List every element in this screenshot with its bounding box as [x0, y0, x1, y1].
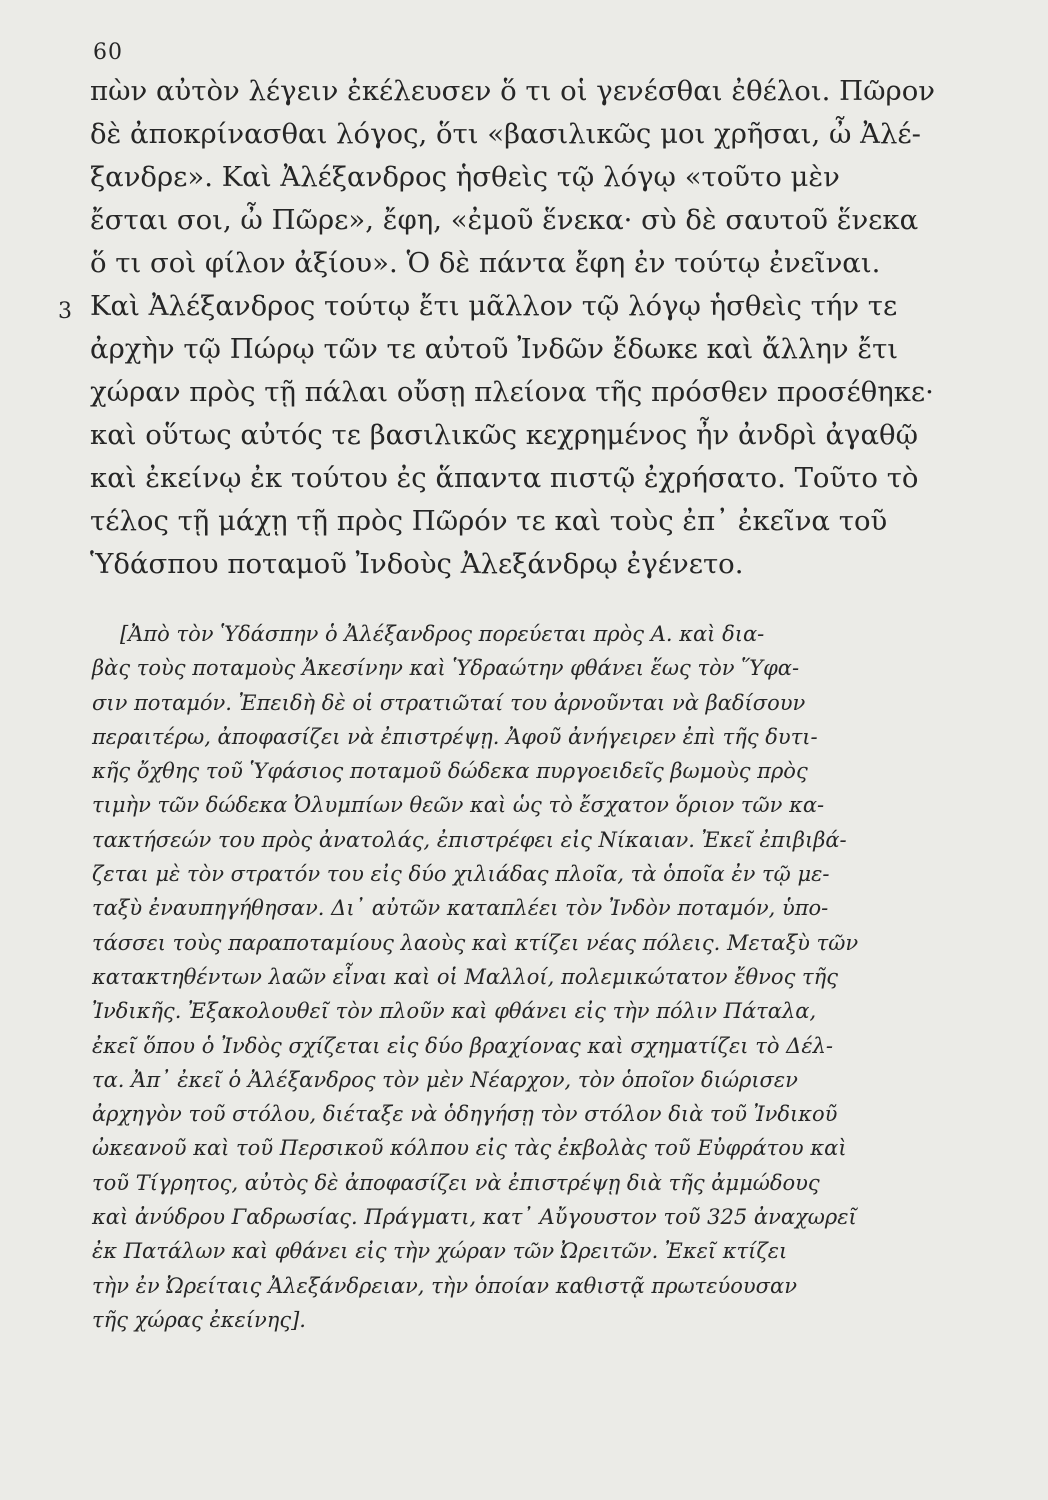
commentary-line: κατακτηθέντων λαῶν εἶναι καὶ οἱ Μαλλοί, πολεμικώτατον ἔθνος τῆς — [92, 964, 838, 989]
main-line: χώραν πρὸς τῇ πάλαι οὔσῃ πλείονα τῆς πρόσθεν προσέθηκε· — [90, 376, 934, 408]
commentary-line: σιν ποταμόν. Ἐπειδὴ δὲ οἱ στρατιῶταί του ἀρνοῦνται νὰ βαδίσουν — [92, 690, 806, 715]
page-number: 60 — [93, 40, 123, 65]
main-line: ὅ τι σοὶ φίλον ἀξίου». Ὁ δὲ πάντα ἔφη ἐν τούτῳ ἐνεῖναι. — [90, 247, 881, 279]
commentary-line: τοῦ Τίγρητος, αὐτὸς δὲ ἀποφασίζει νὰ ἐπιστρέψῃ διὰ τῆς ἀμμώδους — [92, 1170, 820, 1195]
commentary-line: ἐκ Πατάλων καὶ φθάνει εἰς τὴν χώραν τῶν Ὠρειτῶν. Ἐκεῖ κτίζει — [92, 1239, 788, 1264]
commentary-line: τῆς χώρας ἐκείνης]. — [92, 1307, 306, 1332]
commentary-line: τακτήσεών του πρὸς ἀνατολάς, ἐπιστρέφει εἰς Νίκαιαν. Ἐκεῖ ἐπιβιβά- — [92, 827, 847, 852]
main-line: ἀρχὴν τῷ Πώρῳ τῶν τε αὐτοῦ Ἰνδῶν ἔδωκε καὶ ἄλλην ἔτι — [90, 333, 899, 365]
commentary-line: ταξὺ ἐναυπηγήθησαν. Δι᾽ αὐτῶν καταπλέει τὸν Ἰνδὸν ποταμόν, ὑπο- — [92, 896, 829, 921]
main-line: Ὑδάσπου ποταμοῦ Ἰνδοὺς Ἀλεξάνδρῳ ἐγένετο. — [90, 548, 744, 580]
main-line: ἔσται σοι, ὦ Πῶρε», ἔφη, «ἐμοῦ ἕνεκα· σὺ δὲ σαυτοῦ ἕνεκα — [90, 204, 919, 236]
commentary-line: τάσσει τοὺς παραποταμίους λαοὺς καὶ κτίζει νέας πόλεις. Μεταξὺ τῶν — [92, 930, 859, 955]
commentary-line: Ἰνδικῆς. Ἐξακολουθεῖ τὸν πλοῦν καὶ φθάνει εἰς τὴν πόλιν Πάταλα, — [92, 999, 817, 1024]
commentary-line: βὰς τοὺς ποταμοὺς Ἀκεσίνην καὶ Ὑδραώτην φθάνει ἕως τὸν Ὕφα- — [92, 656, 800, 681]
commentary-line: τα. Ἀπ᾽ ἐκεῖ ὁ Ἀλέξανδρος τὸν μὲν Νέαρχον, τὸν ὁποῖον διώρισεν — [92, 1067, 798, 1092]
section-number: 3 — [58, 299, 72, 324]
main-line: πὼν αὐτὸν λέγειν ἐκέλευσεν ὅ τι οἱ γενέσθαι ἐθέλοι. Πῶρον — [90, 75, 935, 107]
commentary-line: τιμὴν τῶν δώδεκα Ὀλυμπίων θεῶν καὶ ὡς τὸ ἔσχατον ὅριον τῶν κα- — [92, 793, 825, 818]
commentary-block — [92, 617, 982, 1337]
main-line: ξανδρε». Καὶ Ἀλέξανδρος ἡσθεὶς τῷ λόγῳ «τοῦτο μὲν — [90, 161, 840, 193]
commentary-line: [Ἀπὸ τὸν Ὑδάσπην ὁ Ἀλέξανδρος πορεύεται πρὸς Α. καὶ δια- — [120, 622, 765, 646]
commentary-line: περαιτέρω, ἀποφασίζει νὰ ἐπιστρέψῃ. Ἀφοῦ ἀνήγειρεν ἐπὶ τῆς δυτι- — [92, 724, 818, 749]
main-line: δὲ ἀποκρίνασθαι λόγος, ὅτι «βασιλικῶς μοι χρῆσαι, ὦ Ἀλέ- — [90, 118, 921, 150]
commentary-line: ἐκεῖ ὅπου ὁ Ἰνδὸς σχίζεται εἰς δύο βραχίονας καὶ σχηματίζει τὸ Δέλ- — [92, 1033, 833, 1058]
main-text — [90, 70, 970, 586]
commentary-line: ἀρχηγὸν τοῦ στόλου, διέταξε νὰ ὁδηγήσῃ τὸν στόλον διὰ τοῦ Ἰνδικοῦ — [92, 1102, 838, 1127]
commentary-line: καὶ ἀνύδρου Γαδρωσίας. Πράγματι, κατ᾽ Αὔγουστον τοῦ 325 ἀναχωρεῖ — [92, 1205, 857, 1230]
commentary-line: ὠκεανοῦ καὶ τοῦ Περσικοῦ κόλπου εἰς τὰς ἐκβολὰς τοῦ Εὐφράτου καὶ — [92, 1136, 847, 1161]
main-line: καὶ ἐκείνῳ ἐκ τούτου ἐς ἅπαντα πιστῷ ἐχρήσατο. Τοῦτο τὸ — [90, 462, 919, 494]
main-line: τέλος τῇ μάχῃ τῇ πρὸς Πῶρόν τε καὶ τοὺς ἐπ᾽ ἐκεῖνα τοῦ — [90, 505, 888, 537]
commentary-line: κῆς ὄχθης τοῦ Ὑφάσιος ποταμοῦ δώδεκα πυργοειδεῖς βωμοὺς πρὸς — [92, 759, 808, 784]
commentary-line: τὴν ἐν Ὠρείταις Ἀλεξάνδρειαν, τὴν ὁποίαν καθιστᾷ πρωτεύουσαν — [92, 1273, 797, 1298]
main-line: καὶ οὕτως αὐτός τε βασιλικῶς κεχρημένος ἦν ἀνδρὶ ἀγαθῷ — [90, 419, 919, 451]
commentary-line: ζεται μὲ τὸν στρατόν του εἰς δύο χιλιάδας πλοῖα, τὰ ὁποῖα ἐν τῷ με- — [92, 862, 830, 887]
main-line: Καὶ Ἀλέξανδρος τούτῳ ἔτι μᾶλλον τῷ λόγῳ ἡσθεὶς τήν τε — [90, 290, 898, 322]
